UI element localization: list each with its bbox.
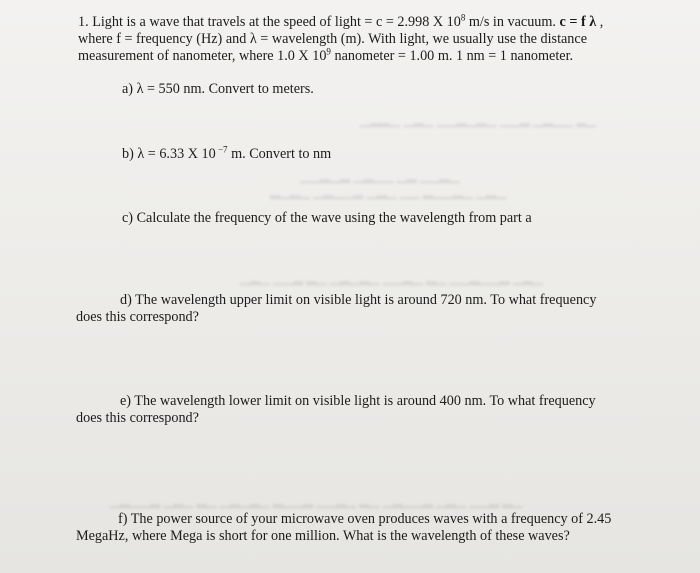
bleed-through: ▁▂ ▂▁▁ ▁▂▁ ▂▁▁▂▁ ▁▂ ▁▂▁▁ ▂▁▁▂ ▁▂▁▂▁ ▁▂ ▁▂▁ ▂▁▁▂▁ bbox=[110, 493, 523, 508]
intro-line-2: where f = frequency (Hz) and λ = wavelength (m). With light, we usually use the distance bbox=[78, 31, 587, 47]
wave-equation: c = f λ bbox=[559, 14, 597, 30]
question-c: c) Calculate the frequency of the wave using the wavelength from part a bbox=[122, 210, 532, 226]
problem-intro bbox=[78, 14, 678, 65]
question-e: e) The wavelength lower limit on visible light is around 400 nm. To what frequency does this correspond? bbox=[76, 393, 596, 426]
question-b: b) λ = 6.33 X 10 $^{-7}$ m. Convert to nm bbox=[122, 144, 332, 162]
question-f: f) The power source of your microwave oven produces waves with a frequency of 2.45 MegaHz, where Mega is short for one million. What is the wavelength of these waves? bbox=[76, 511, 612, 544]
bleed-through: ▁▂▁▁ ▂▁ ▁▁▂▁ ▂▁▂▁▁ bbox=[300, 168, 460, 183]
bleed-through: ▁▂▁ ▁▂▁▁▂ ▁▁ ▁▂▁ ▂▁▁▂▁ ▁▂▁▂ bbox=[270, 184, 507, 199]
intro-line-1: 1. Light is a wave that travels at the speed of light = c = 2.998 X $10^8$ m/s in vacuum. c = f λ , bbox=[78, 12, 604, 30]
question-a: a) λ = 550 nm. Convert to meters. bbox=[122, 81, 314, 97]
bleed-through: ▁▂▁ ▂▁▁▂▁▁ ▁▂ ▁▂▁▁ ▁▂▁▂▁ ▁▂ ▂▁▁ ▁▂▁ bbox=[240, 270, 543, 285]
bleed-through: ▁▂ ▁▁▂▁ ▂▁▁ ▁▂▁▂▁▁ ▁▂▁ ▁▂▂▁ bbox=[360, 112, 597, 127]
question-d: d) The wavelength upper limit on visible light is around 720 nm. To what frequency does this correspond? bbox=[76, 292, 597, 325]
intro-line-3: measurement of nanometer, where 1.0 X $10^9$ nanometer = 1.00 m. 1 nm = 1 nanometer. bbox=[78, 46, 574, 64]
